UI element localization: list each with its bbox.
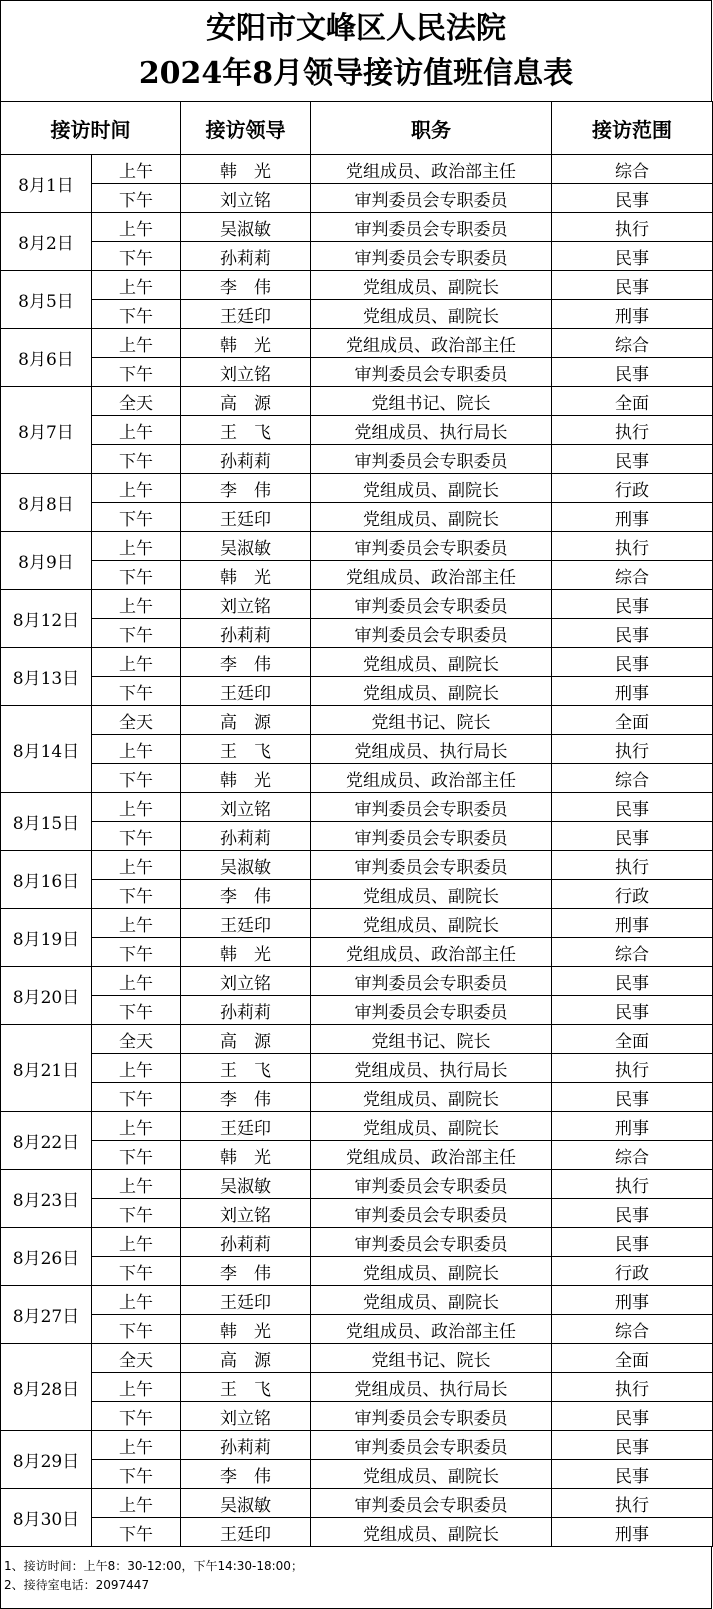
leader-cell: 王廷印 [181, 503, 311, 532]
scope-cell: 综合 [552, 1141, 713, 1170]
position-cell: 党组成员、副院长 [311, 474, 552, 503]
table-row [1, 967, 713, 996]
leader-cell: 王廷印 [181, 909, 311, 938]
period-cell: 上午 [92, 1228, 181, 1257]
position-cell: 审判委员会专职委员 [311, 967, 552, 996]
period-cell: 下午 [92, 358, 181, 387]
leader-cell: 王 飞 [181, 416, 311, 445]
period-cell: 下午 [92, 1141, 181, 1170]
position-cell: 党组成员、执行局长 [311, 1373, 552, 1402]
period-cell: 下午 [92, 1460, 181, 1489]
position-cell: 审判委员会专职委员 [311, 590, 552, 619]
date-cell: 8月30日 [1, 1489, 92, 1547]
position-cell: 党组成员、政治部主任 [311, 329, 552, 358]
table-row [1, 387, 713, 416]
table-row [1, 619, 713, 648]
notes [0, 1547, 712, 1609]
scope-cell: 民事 [552, 445, 713, 474]
position-cell: 审判委员会专职委员 [311, 1431, 552, 1460]
table-row [1, 996, 713, 1025]
table-row [1, 1489, 713, 1518]
period-cell: 下午 [92, 1402, 181, 1431]
date-cell: 8月15日 [1, 793, 92, 851]
table-row [1, 1170, 713, 1199]
table-row [1, 503, 713, 532]
leader-cell: 王 飞 [181, 1373, 311, 1402]
period-cell: 下午 [92, 445, 181, 474]
leader-cell: 王 飞 [181, 1054, 311, 1083]
scope-cell: 综合 [552, 329, 713, 358]
position-cell: 审判委员会专职委员 [311, 532, 552, 561]
table-row [1, 242, 713, 271]
leader-cell: 韩 光 [181, 1315, 311, 1344]
period-cell: 上午 [92, 909, 181, 938]
position-cell: 党组成员、副院长 [311, 880, 552, 909]
position-cell: 党组成员、政治部主任 [311, 764, 552, 793]
leader-cell: 吴淑敏 [181, 1170, 311, 1199]
period-cell: 上午 [92, 416, 181, 445]
leader-cell: 李 伟 [181, 271, 311, 300]
period-cell: 上午 [92, 1431, 181, 1460]
scope-cell: 执行 [552, 532, 713, 561]
table-row [1, 1344, 713, 1373]
scope-cell: 执行 [552, 213, 713, 242]
position-cell: 审判委员会专职委员 [311, 184, 552, 213]
position-cell: 党组成员、副院长 [311, 1083, 552, 1112]
period-cell: 全天 [92, 706, 181, 735]
scope-cell: 民事 [552, 1199, 713, 1228]
note-line: 2、接待室电话：2097447 [4, 1578, 150, 1592]
position-cell: 党组成员、副院长 [311, 1112, 552, 1141]
date-cell: 8月19日 [1, 909, 92, 967]
scope-cell: 综合 [552, 764, 713, 793]
position-cell: 党组书记、院长 [311, 1025, 552, 1054]
period-cell: 下午 [92, 880, 181, 909]
position-cell: 党组成员、副院长 [311, 300, 552, 329]
leader-cell: 李 伟 [181, 1460, 311, 1489]
scope-cell: 综合 [552, 561, 713, 590]
scope-cell: 民事 [552, 996, 713, 1025]
scope-cell: 民事 [552, 271, 713, 300]
scope-cell: 行政 [552, 880, 713, 909]
date-cell: 8月21日 [1, 1025, 92, 1112]
leader-cell: 王廷印 [181, 1286, 311, 1315]
position-cell: 党组成员、副院长 [311, 909, 552, 938]
leader-cell: 孙莉莉 [181, 822, 311, 851]
period-cell: 上午 [92, 532, 181, 561]
leader-cell: 孙莉莉 [181, 242, 311, 271]
table-row [1, 1199, 713, 1228]
scope-cell: 民事 [552, 184, 713, 213]
scope-cell: 民事 [552, 822, 713, 851]
period-cell: 下午 [92, 1518, 181, 1547]
period-cell: 上午 [92, 648, 181, 677]
table-row [1, 851, 713, 880]
period-cell: 全天 [92, 387, 181, 416]
leader-cell: 李 伟 [181, 648, 311, 677]
scope-cell: 民事 [552, 1431, 713, 1460]
period-cell: 下午 [92, 561, 181, 590]
position-cell: 党组成员、副院长 [311, 677, 552, 706]
date-cell: 8月8日 [1, 474, 92, 532]
table-row [1, 445, 713, 474]
position-cell: 党组成员、副院长 [311, 1518, 552, 1547]
table-row [1, 1431, 713, 1460]
date-cell: 8月26日 [1, 1228, 92, 1286]
scope-cell: 民事 [552, 1228, 713, 1257]
position-cell: 党组书记、院长 [311, 1344, 552, 1373]
date-cell: 8月23日 [1, 1170, 92, 1228]
scope-cell: 刑事 [552, 300, 713, 329]
period-cell: 下午 [92, 184, 181, 213]
table-row [1, 271, 713, 300]
position-cell: 党组成员、政治部主任 [311, 561, 552, 590]
leader-cell: 韩 光 [181, 1141, 311, 1170]
period-cell: 上午 [92, 1112, 181, 1141]
period-cell: 下午 [92, 938, 181, 967]
period-cell: 上午 [92, 213, 181, 242]
period-cell: 上午 [92, 329, 181, 358]
table-row [1, 1257, 713, 1286]
scope-cell: 全面 [552, 387, 713, 416]
table-row [1, 1141, 713, 1170]
table-row [1, 300, 713, 329]
leader-cell: 韩 光 [181, 329, 311, 358]
scope-cell: 民事 [552, 590, 713, 619]
date-cell: 8月29日 [1, 1431, 92, 1489]
leader-cell: 孙莉莉 [181, 445, 311, 474]
leader-cell: 李 伟 [181, 880, 311, 909]
date-cell: 8月28日 [1, 1344, 92, 1431]
table-row [1, 1112, 713, 1141]
position-cell: 党组成员、副院长 [311, 503, 552, 532]
position-cell: 党组成员、副院长 [311, 1257, 552, 1286]
scope-cell: 执行 [552, 735, 713, 764]
table-row [1, 1083, 713, 1112]
period-cell: 下午 [92, 996, 181, 1025]
scope-cell: 刑事 [552, 1518, 713, 1547]
period-cell: 上午 [92, 1170, 181, 1199]
table-row [1, 764, 713, 793]
position-cell: 党组成员、执行局长 [311, 735, 552, 764]
leader-cell: 刘立铭 [181, 967, 311, 996]
period-cell: 上午 [92, 474, 181, 503]
table-row [1, 735, 713, 764]
leader-cell: 孙莉莉 [181, 1228, 311, 1257]
period-cell: 下午 [92, 1315, 181, 1344]
period-cell: 上午 [92, 590, 181, 619]
table-row [1, 329, 713, 358]
period-cell: 上午 [92, 1489, 181, 1518]
period-cell: 下午 [92, 822, 181, 851]
table-row [1, 474, 713, 503]
scope-cell: 刑事 [552, 1112, 713, 1141]
table-row [1, 213, 713, 242]
leader-cell: 刘立铭 [181, 184, 311, 213]
table-row [1, 532, 713, 561]
leader-cell: 孙莉莉 [181, 1431, 311, 1460]
period-cell: 下午 [92, 1083, 181, 1112]
schedule-body [1, 155, 713, 1547]
position-cell: 党组成员、副院长 [311, 648, 552, 677]
date-cell: 8月1日 [1, 155, 92, 213]
position-cell: 审判委员会专职委员 [311, 793, 552, 822]
date-cell: 8月2日 [1, 213, 92, 271]
date-cell: 8月13日 [1, 648, 92, 706]
scope-cell: 民事 [552, 1402, 713, 1431]
date-cell: 8月22日 [1, 1112, 92, 1170]
title-line-2: 2024年8月领导接访值班信息表 [138, 56, 574, 91]
table-row [1, 938, 713, 967]
leader-cell: 高 源 [181, 706, 311, 735]
scope-cell: 民事 [552, 967, 713, 996]
leader-cell: 吴淑敏 [181, 213, 311, 242]
note-line: 1、接访时间：上午8：30-12:00，下午14:30-18:00； [4, 1559, 303, 1573]
scope-cell: 执行 [552, 416, 713, 445]
leader-cell: 李 伟 [181, 1083, 311, 1112]
leader-cell: 刘立铭 [181, 590, 311, 619]
scope-cell: 民事 [552, 242, 713, 271]
table-row [1, 1402, 713, 1431]
position-cell: 党组成员、副院长 [311, 271, 552, 300]
date-cell: 8月16日 [1, 851, 92, 909]
period-cell: 上午 [92, 1286, 181, 1315]
table-row [1, 648, 713, 677]
position-cell: 审判委员会专职委员 [311, 1402, 552, 1431]
leader-cell: 李 伟 [181, 474, 311, 503]
position-cell: 党组成员、政治部主任 [311, 1315, 552, 1344]
table-row [1, 184, 713, 213]
leader-cell: 高 源 [181, 1025, 311, 1054]
table-row [1, 358, 713, 387]
position-cell: 党组书记、院长 [311, 706, 552, 735]
leader-cell: 韩 光 [181, 764, 311, 793]
scope-cell: 民事 [552, 358, 713, 387]
leader-cell: 吴淑敏 [181, 851, 311, 880]
position-cell: 党组成员、执行局长 [311, 1054, 552, 1083]
scope-cell: 民事 [552, 648, 713, 677]
scope-cell: 执行 [552, 1054, 713, 1083]
leader-cell: 孙莉莉 [181, 619, 311, 648]
table-row [1, 1025, 713, 1054]
period-cell: 下午 [92, 1257, 181, 1286]
position-cell: 审判委员会专职委员 [311, 445, 552, 474]
leader-cell: 韩 光 [181, 155, 311, 184]
scope-cell: 综合 [552, 155, 713, 184]
period-cell: 下午 [92, 619, 181, 648]
scope-cell: 行政 [552, 474, 713, 503]
scope-cell: 全面 [552, 1344, 713, 1373]
header-position: 职务 [311, 102, 552, 155]
leader-cell: 王廷印 [181, 300, 311, 329]
scope-cell: 刑事 [552, 909, 713, 938]
scope-cell: 民事 [552, 1460, 713, 1489]
position-cell: 党组成员、副院长 [311, 1460, 552, 1489]
position-cell: 党组成员、政治部主任 [311, 938, 552, 967]
table-row [1, 822, 713, 851]
period-cell: 上午 [92, 793, 181, 822]
leader-cell: 高 源 [181, 387, 311, 416]
leader-cell: 高 源 [181, 1344, 311, 1373]
scope-cell: 全面 [552, 1025, 713, 1054]
position-cell: 审判委员会专职委员 [311, 1228, 552, 1257]
table-row [1, 1460, 713, 1489]
table-row [1, 677, 713, 706]
leader-cell: 刘立铭 [181, 358, 311, 387]
leader-cell: 李 伟 [181, 1257, 311, 1286]
period-cell: 下午 [92, 242, 181, 271]
scope-cell: 刑事 [552, 1286, 713, 1315]
period-cell: 上午 [92, 967, 181, 996]
scope-cell: 刑事 [552, 503, 713, 532]
position-cell: 审判委员会专职委员 [311, 358, 552, 387]
scope-cell: 执行 [552, 1170, 713, 1199]
position-cell: 党组成员、副院长 [311, 1286, 552, 1315]
scope-cell: 民事 [552, 793, 713, 822]
position-cell: 审判委员会专职委员 [311, 996, 552, 1025]
scope-cell: 行政 [552, 1257, 713, 1286]
period-cell: 下午 [92, 677, 181, 706]
period-cell: 下午 [92, 300, 181, 329]
period-cell: 上午 [92, 1373, 181, 1402]
leader-cell: 韩 光 [181, 561, 311, 590]
leader-cell: 王 飞 [181, 735, 311, 764]
leader-cell: 韩 光 [181, 938, 311, 967]
table-row [1, 1518, 713, 1547]
table-row [1, 706, 713, 735]
position-cell: 党组成员、政治部主任 [311, 1141, 552, 1170]
leader-cell: 王廷印 [181, 677, 311, 706]
period-cell: 上午 [92, 851, 181, 880]
table-row [1, 793, 713, 822]
date-cell: 8月14日 [1, 706, 92, 793]
scope-cell: 执行 [552, 1489, 713, 1518]
table-row [1, 909, 713, 938]
title-line-1: 安阳市文峰区人民法院 [206, 11, 506, 46]
period-cell: 全天 [92, 1025, 181, 1054]
period-cell: 下午 [92, 503, 181, 532]
leader-cell: 吴淑敏 [181, 1489, 311, 1518]
position-cell: 党组书记、院长 [311, 387, 552, 416]
period-cell: 上午 [92, 1054, 181, 1083]
table-row [1, 561, 713, 590]
period-cell: 上午 [92, 155, 181, 184]
header-leader: 接访领导 [181, 102, 311, 155]
table-row [1, 880, 713, 909]
leader-cell: 王廷印 [181, 1518, 311, 1547]
position-cell: 审判委员会专职委员 [311, 1489, 552, 1518]
position-cell: 审判委员会专职委员 [311, 851, 552, 880]
date-cell: 8月6日 [1, 329, 92, 387]
header-row [1, 102, 713, 155]
table-row [1, 155, 713, 184]
date-cell: 8月12日 [1, 590, 92, 648]
leader-cell: 孙莉莉 [181, 996, 311, 1025]
date-cell: 8月7日 [1, 387, 92, 474]
scope-cell: 执行 [552, 851, 713, 880]
date-cell: 8月20日 [1, 967, 92, 1025]
scope-cell: 综合 [552, 938, 713, 967]
date-cell: 8月27日 [1, 1286, 92, 1344]
scope-cell: 刑事 [552, 677, 713, 706]
position-cell: 审判委员会专职委员 [311, 1199, 552, 1228]
position-cell: 审判委员会专职委员 [311, 1170, 552, 1199]
schedule-table [0, 101, 713, 1547]
table-row [1, 1315, 713, 1344]
leader-cell: 刘立铭 [181, 1402, 311, 1431]
position-cell: 党组成员、执行局长 [311, 416, 552, 445]
table-row [1, 590, 713, 619]
period-cell: 上午 [92, 735, 181, 764]
scope-cell: 执行 [552, 1373, 713, 1402]
table-row [1, 1054, 713, 1083]
scope-cell: 综合 [552, 1315, 713, 1344]
table-row [1, 1373, 713, 1402]
scope-cell: 民事 [552, 619, 713, 648]
page-title [0, 0, 712, 101]
scope-cell: 民事 [552, 1083, 713, 1112]
period-cell: 下午 [92, 764, 181, 793]
position-cell: 审判委员会专职委员 [311, 242, 552, 271]
date-cell: 8月9日 [1, 532, 92, 590]
position-cell: 审判委员会专职委员 [311, 822, 552, 851]
table-row [1, 416, 713, 445]
period-cell: 上午 [92, 271, 181, 300]
leader-cell: 吴淑敏 [181, 532, 311, 561]
leader-cell: 刘立铭 [181, 1199, 311, 1228]
table-row [1, 1286, 713, 1315]
period-cell: 下午 [92, 1199, 181, 1228]
position-cell: 党组成员、政治部主任 [311, 155, 552, 184]
leader-cell: 王廷印 [181, 1112, 311, 1141]
scope-cell: 全面 [552, 706, 713, 735]
date-cell: 8月5日 [1, 271, 92, 329]
header-time: 接访时间 [1, 102, 181, 155]
table-row [1, 1228, 713, 1257]
position-cell: 审判委员会专职委员 [311, 213, 552, 242]
header-scope: 接访范围 [552, 102, 713, 155]
position-cell: 审判委员会专职委员 [311, 619, 552, 648]
period-cell: 全天 [92, 1344, 181, 1373]
leader-cell: 刘立铭 [181, 793, 311, 822]
